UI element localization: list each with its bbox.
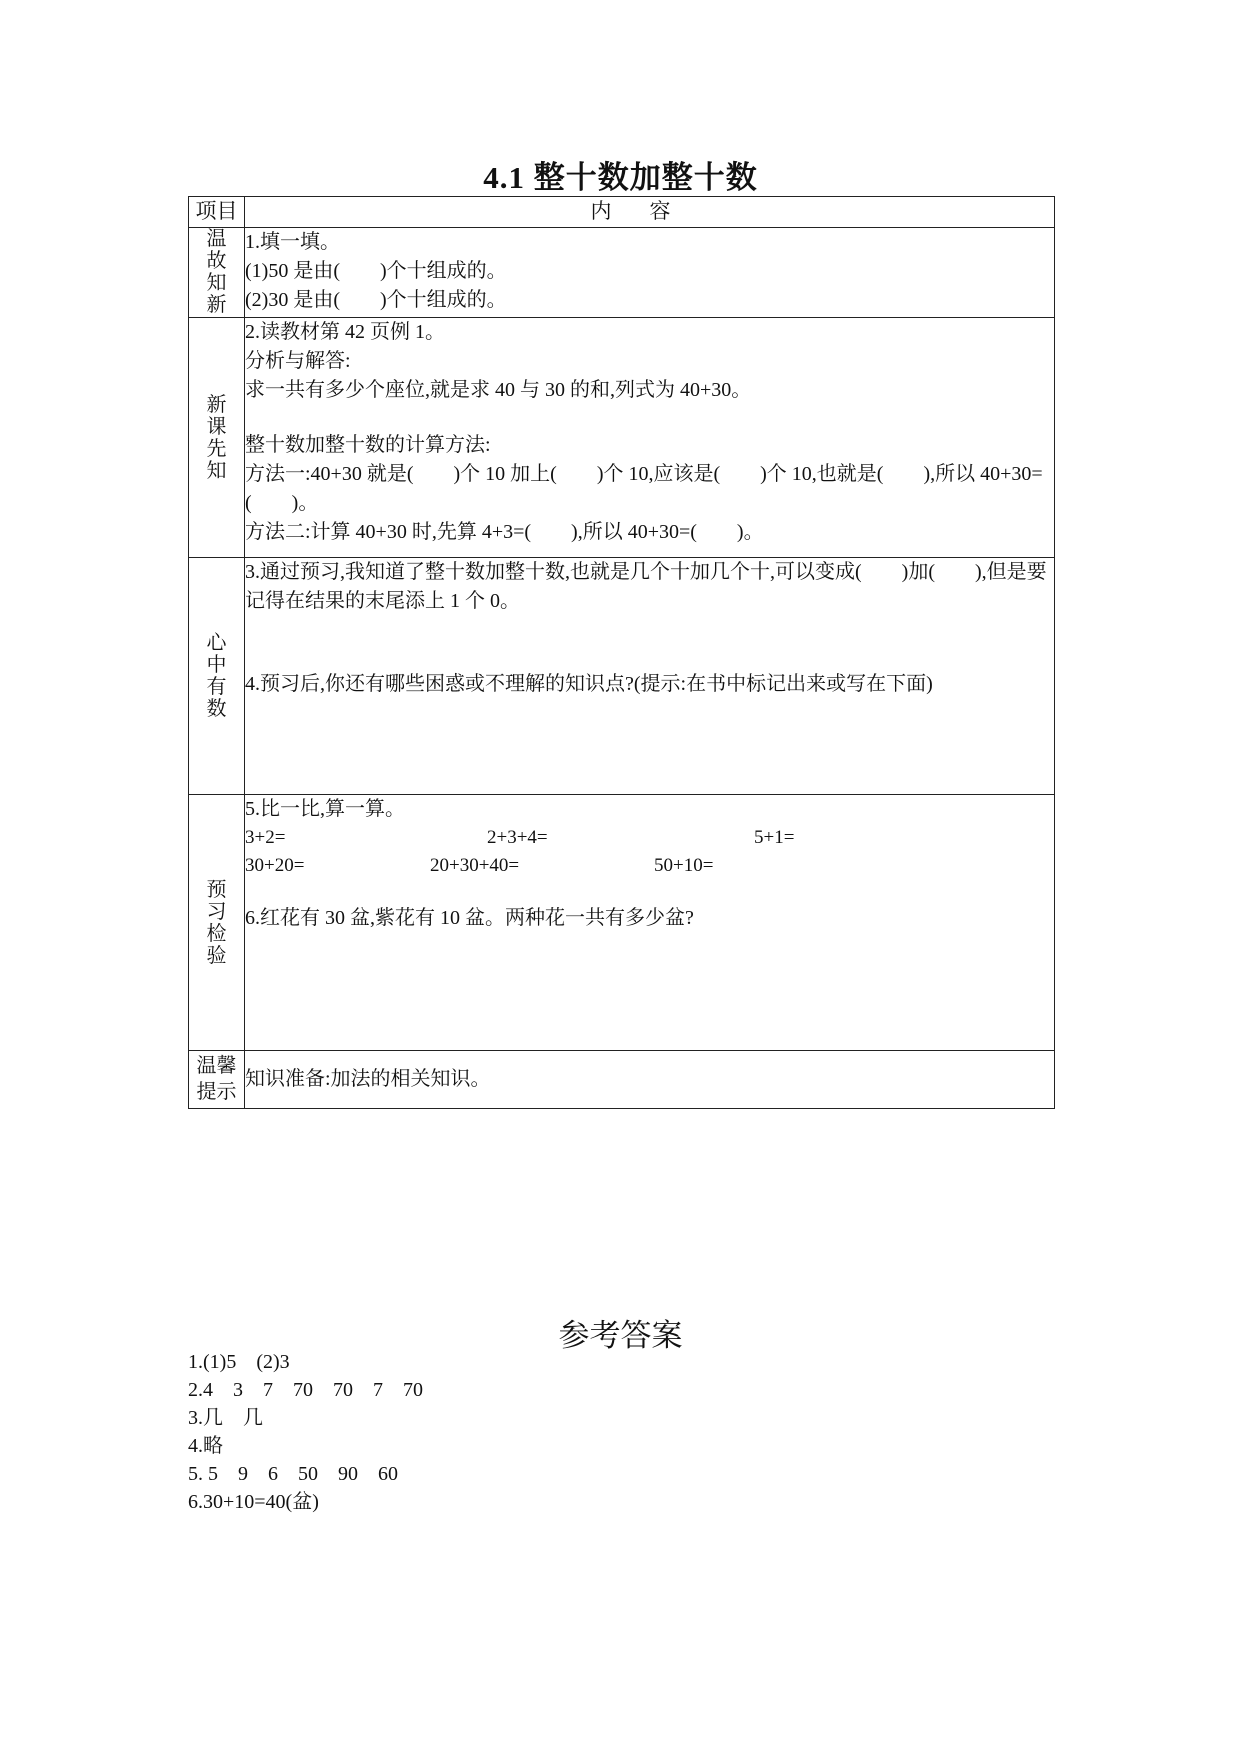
section-content-new-lesson	[245, 318, 1055, 558]
section-label-tips: 温馨提示	[189, 1051, 245, 1109]
answer-line: 3.几 几	[188, 1407, 263, 1429]
section-content-review	[245, 228, 1055, 318]
calc-row-1	[245, 824, 1054, 852]
question-3: 3.通过预习,我知道了整十数加整十数,也就是几个十加几个十,可以变成( )加( ),但是要记得在结果的末尾添上 1 个 0。	[245, 561, 1047, 612]
section-label-review: 温故知新	[189, 228, 245, 318]
calc-item: 30+20=	[245, 855, 305, 876]
section-label-new-lesson: 新课先知	[189, 318, 245, 558]
section-new-lesson-row	[189, 318, 1055, 558]
question-4: 4.预习后,你还有哪些困惑或不理解的知识点?(提示:在书中标记出来或写在下面)	[245, 673, 933, 695]
calc-item: 20+30+40=	[430, 855, 520, 876]
table-header-row	[189, 197, 1055, 228]
question-1-part-1: (1)50 是由( )个十组成的。	[245, 260, 507, 282]
calc-row-2	[245, 852, 1054, 880]
answer-line: 1.(1)5 (2)3	[188, 1351, 290, 1373]
section-label-check: 预习检验	[189, 795, 245, 1051]
tips-text: 知识准备:加法的相关知识。	[245, 1068, 491, 1090]
section-label-reflection: 心中有数	[189, 558, 245, 795]
section-tips-row	[189, 1051, 1055, 1109]
section-content-tips	[245, 1051, 1055, 1109]
method-one: 方法一:40+30 就是( )个 10 加上( )个 10,应该是( )个 10,也就是( ),所以 40+30=( )。	[245, 463, 1043, 514]
question-1-part-2: (2)30 是由( )个十组成的。	[245, 289, 507, 311]
calc-item: 50+10=	[654, 855, 714, 876]
analysis-heading: 分析与解答:	[245, 350, 351, 372]
answers-list	[188, 1348, 423, 1516]
section-content-check	[245, 795, 1055, 1051]
question-5: 5.比一比,算一算。	[245, 798, 405, 820]
question-1: 1.填一填。	[245, 231, 340, 253]
question-2: 2.读教材第 42 页例 1。	[245, 321, 445, 343]
section-reflection-row	[189, 558, 1055, 795]
answer-line: 2.4 3 7 70 70 7 70	[188, 1379, 423, 1401]
question-6: 6.红花有 30 盆,紫花有 10 盆。两种花一共有多少盆?	[245, 907, 694, 929]
section-check-row	[189, 795, 1055, 1051]
header-item: 项目	[189, 197, 245, 228]
answer-line: 5. 5 9 6 50 90 60	[188, 1463, 398, 1485]
answer-line: 6.30+10=40(盆)	[188, 1491, 319, 1513]
worksheet-table	[188, 196, 1055, 1109]
answers-title: 参考答案	[558, 1318, 683, 1354]
answer-line: 4.略	[188, 1435, 223, 1457]
calc-item: 5+1=	[754, 827, 795, 848]
section-content-reflection	[245, 558, 1055, 795]
method-two: 方法二:计算 40+30 时,先算 4+3=( ),所以 40+30=( )。	[245, 521, 764, 543]
header-content: 内容	[245, 197, 1055, 228]
worksheet-title: 4.1 整十数加整十数	[483, 160, 758, 195]
method-heading: 整十数加整十数的计算方法:	[245, 434, 491, 456]
calc-item: 2+3+4=	[487, 827, 548, 848]
section-review-row	[189, 228, 1055, 318]
calc-item: 3+2=	[245, 827, 286, 848]
analysis-text: 求一共有多少个座位,就是求 40 与 30 的和,列式为 40+30。	[245, 379, 752, 401]
